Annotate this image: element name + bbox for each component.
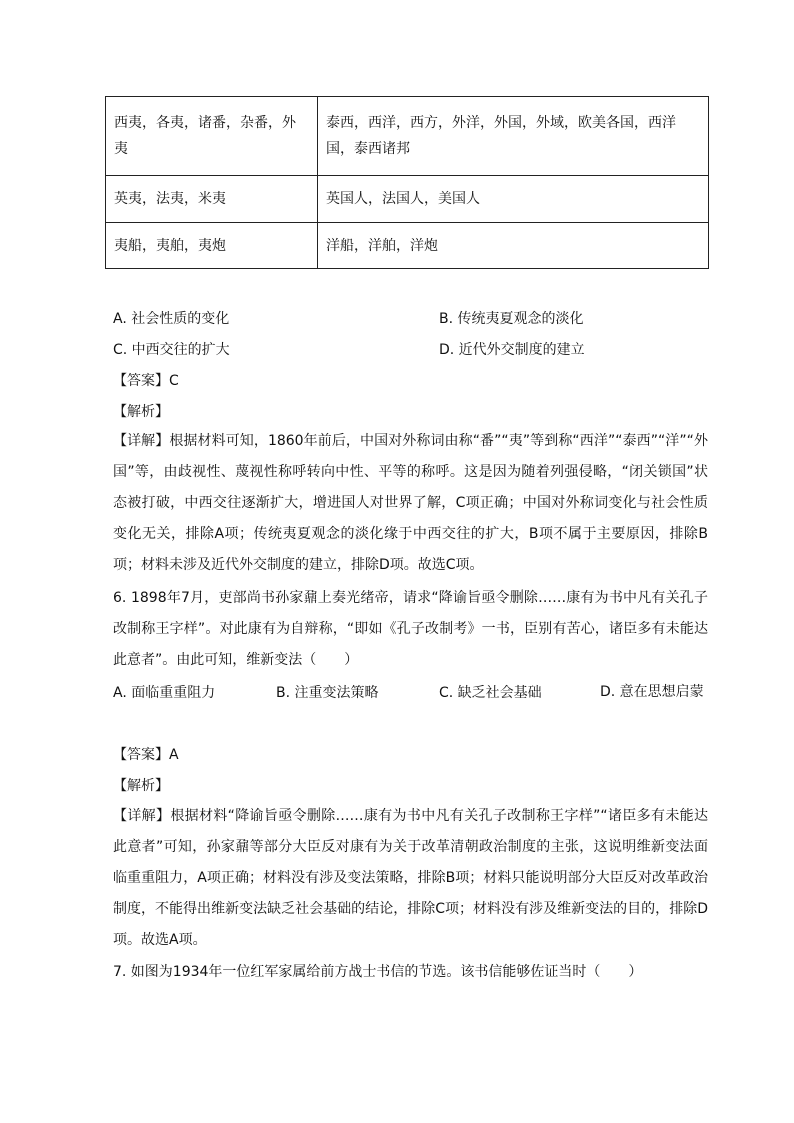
new-terms-cell: 洋船，洋舶，洋炮 [318, 223, 709, 269]
q6-option-c: C. 缺乏社会基础 [439, 685, 542, 701]
old-terms-cell: 夷船，夷舶，夷炮 [106, 223, 318, 269]
q6-answer: 【答案】A [113, 747, 179, 763]
q6-stem: 6. 1898年7月，吏部尚书孙家鼐上奏光绪帝，请求“降谕旨亟令删除……康有为书中凡有关孔子改制称王字样”。对此康有为自辩称，“即如《孔子改制考》一书，臣别有苦心，诸臣多有未能达此意者”。由此可知，维新变法（ ） [113, 590, 708, 668]
old-terms-cell: 英夷，法夷，米夷 [106, 176, 318, 223]
q7-stem: 7. 如图为1934年一位红军家属给前方战士书信的节选。该书信能够佐证当时（ ） [113, 964, 643, 980]
q6-option-b: B. 注重变法策略 [276, 685, 379, 701]
q6-analysis-label: 【解析】 [113, 778, 169, 794]
q5-option-c: C. 中西交往的扩大 [113, 342, 230, 358]
q5-detail: 【详解】根据材料可知，1860年前后，中国对外称词由称“番”“夷”等到称“西洋”“泰西”“洋”“外国”等，由歧视性、蔑视性称呼转向中性、平等的称呼。这是因为随着列强侵略，“闭关锁国”状态被打破，中西交往逐渐扩大，增进国人对世界了解，C项正确；中国对外称词变化与社会性质变化无关，排除A项；传统夷夏观念的淡化缘于中西交往的扩大，B项不属于主要原因，排除B项；材料未涉及近代外交制度的建立，排除D项。故选C项。 [113, 433, 708, 573]
table-row [106, 97, 709, 176]
table-row [106, 223, 709, 269]
q5-option-a: A. 社会性质的变化 [113, 311, 230, 327]
new-terms-cell: 泰西，西洋，西方，外洋，外国，外域，欧美各国，西洋国，泰西诸邦 [318, 97, 709, 176]
q5-analysis-label: 【解析】 [113, 404, 169, 420]
table-row [106, 176, 709, 223]
q6-detail: 【详解】根据材料“降谕旨亟令删除……康有为书中凡有关孔子改制称王字样”“诸臣多有未能达此意者”可知，孙家鼐等部分大臣反对康有为关于改革清朝政治制度的主张，这说明维新变法面临重重阻力，A项正确；材料没有涉及变法策略，排除B项；材料只能说明部分大臣反对改革政治制度，不能得出维新变法缺乏社会基础的结论，排除C项；材料没有涉及维新变法的目的，排除D项。故选A项。 [113, 808, 708, 948]
q5-option-d: D. 近代外交制度的建立 [439, 342, 585, 358]
old-terms-cell: 西夷，各夷，诸番，杂番，外夷 [106, 97, 318, 176]
term-comparison-table [105, 96, 709, 269]
q5-option-b: B. 传统夷夏观念的淡化 [439, 311, 584, 327]
q5-answer: 【答案】C [113, 373, 179, 389]
new-terms-cell: 英国人，法国人，美国人 [318, 176, 709, 223]
q6-option-a: A. 面临重重阻力 [113, 685, 216, 701]
q6-option-d: D. 意在思想启蒙 [600, 684, 704, 700]
